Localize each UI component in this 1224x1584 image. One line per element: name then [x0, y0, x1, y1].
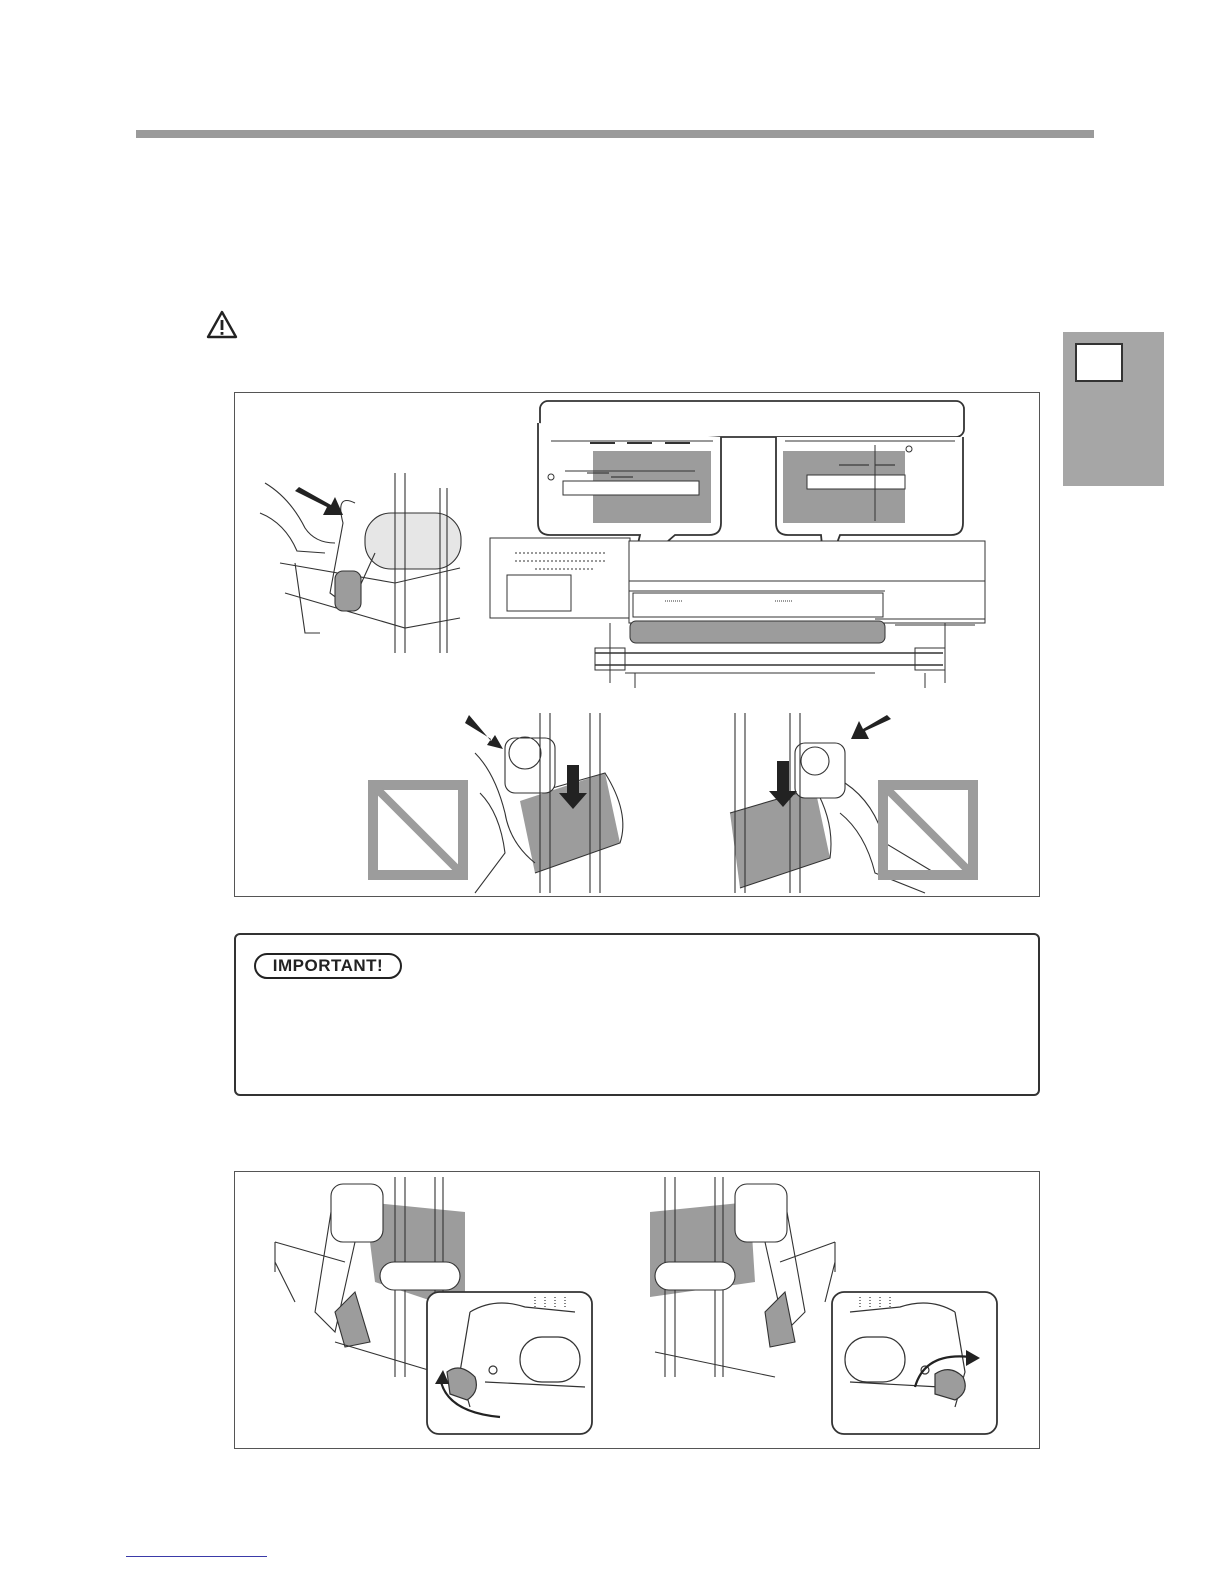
printer-front-view: [490, 538, 985, 688]
arrow-icon: [851, 715, 891, 739]
arrow-icon: [465, 715, 503, 749]
hand-pushing-roll-illustration: [260, 473, 461, 653]
arrow-icon: [295, 487, 343, 515]
lock-lever-inset-right: [832, 1292, 997, 1434]
prohibited-slash-icon: [373, 785, 463, 875]
lock-lever-inset-left: [427, 1292, 592, 1434]
roll-setup-figure: [234, 392, 1040, 897]
roll-setup-illustration: [235, 393, 1041, 898]
header-rule: [136, 130, 1094, 138]
warning-triangle-icon: [206, 310, 238, 340]
roll-holder-lock-right-illustration: [650, 1177, 835, 1377]
roll-lock-figure: [234, 1171, 1040, 1449]
footer-link-underline[interactable]: [126, 1556, 267, 1557]
chapter-number-box: [1075, 343, 1123, 382]
prohibited-slash-icon: [883, 785, 973, 875]
important-label: IMPORTANT!: [254, 953, 402, 979]
roll-lock-illustration: [235, 1172, 1041, 1450]
